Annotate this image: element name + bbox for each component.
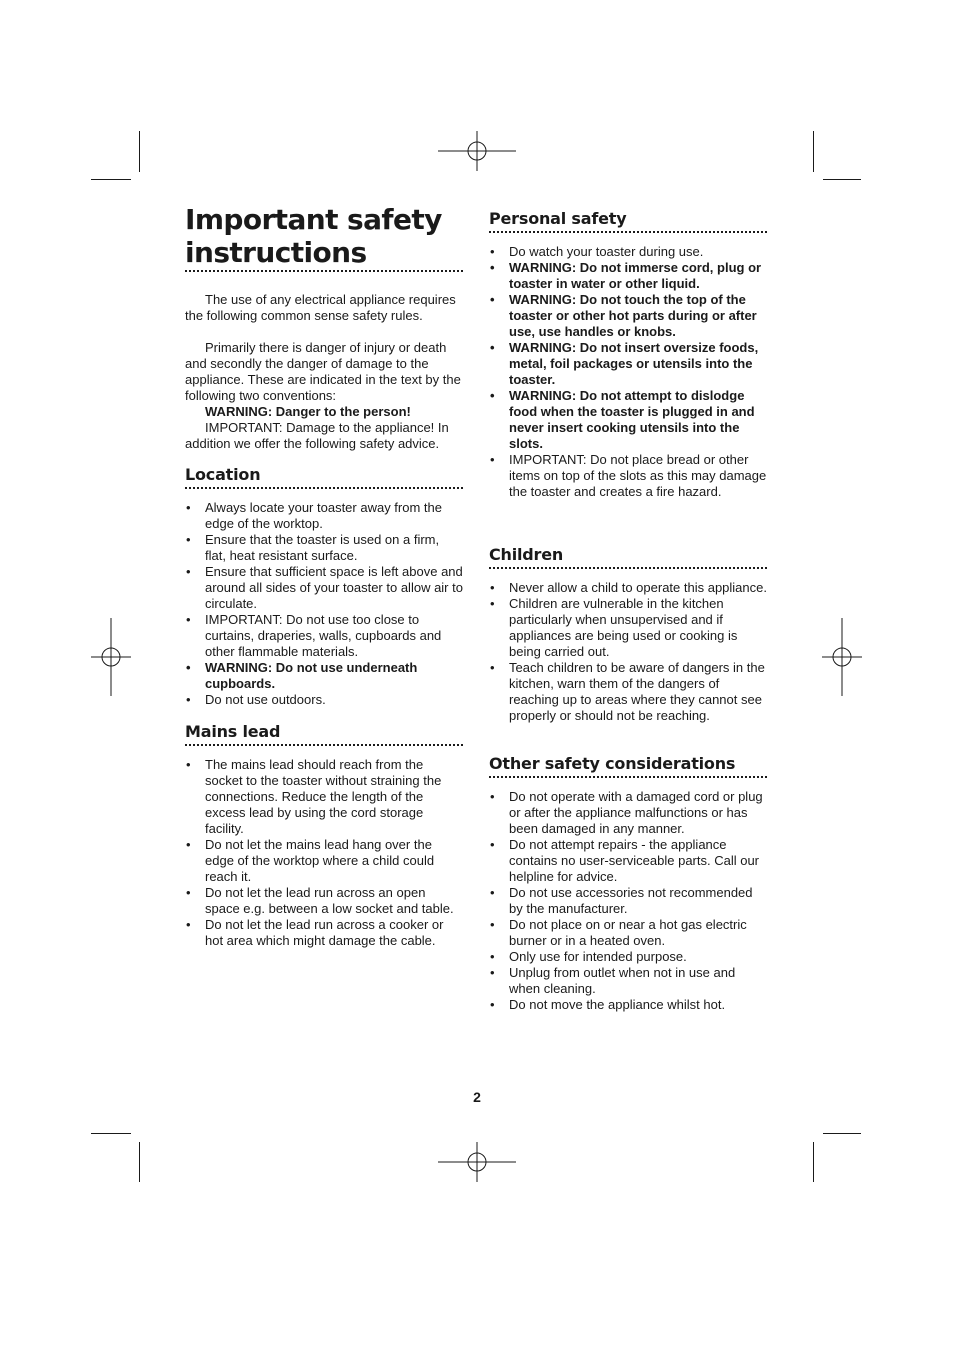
other-safety-heading: Other safety considerations <box>489 754 736 773</box>
crop-mark <box>91 179 131 180</box>
page-number: 2 <box>473 1089 481 1105</box>
list-item: • Do watch your toaster during use. <box>489 244 767 260</box>
children-heading: Children <box>489 545 564 564</box>
registration-mark-icon <box>438 131 516 171</box>
list-item: • WARNING: Do not use underneath cupboards. <box>185 660 463 692</box>
title-divider <box>185 270 463 272</box>
mains-lead-list <box>185 757 463 949</box>
intro-warning: WARNING: Danger to the person! <box>205 404 411 419</box>
registration-mark-icon <box>822 618 862 696</box>
children-list <box>489 580 767 724</box>
list-item: • Do not place on or near a hot gas electric burner or in a heated oven. <box>489 917 767 949</box>
crop-mark <box>823 179 861 180</box>
crop-mark <box>813 131 814 172</box>
list-item: • Never allow a child to operate this appliance. <box>489 580 767 596</box>
personal-safety-heading: Personal safety <box>489 209 627 228</box>
page-title: Important safety instructions <box>185 203 442 269</box>
list-item: • Do not operate with a damaged cord or plug or after the appliance malfunctions or has been damaged in any manner. <box>489 789 767 837</box>
list-item: • Do not let the lead run across an open space e.g. between a low socket and table. <box>185 885 463 917</box>
intro-paragraph: Primarily there is danger of injury or death and secondly the danger of damage to the appliance. These are indicated in the text by the following two conventions: <box>185 340 461 403</box>
section-divider <box>489 567 767 569</box>
list-item: • Children are vulnerable in the kitchen particularly when unsupervised and if appliances are being used or cooking is being carried out. <box>489 596 767 660</box>
section-divider <box>185 744 463 746</box>
other-safety-list <box>489 789 767 1013</box>
section-divider <box>185 487 463 489</box>
intro-paragraph: IMPORTANT: Damage to the appliance! In addition we offer the following safety advice. <box>185 420 449 451</box>
crop-mark <box>813 1142 814 1182</box>
list-item: • Do not use accessories not recommended by the manufacturer. <box>489 885 767 917</box>
section-divider <box>489 231 767 233</box>
mains-lead-heading: Mains lead <box>185 722 281 741</box>
crop-mark <box>823 1133 861 1134</box>
crop-mark <box>139 131 140 172</box>
list-item: • WARNING: Do not attempt to dislodge food when the toaster is plugged in and never insert cooking utensils into the slots. <box>489 388 767 452</box>
list-item: • Do not move the appliance whilst hot. <box>489 997 767 1013</box>
list-item: • WARNING: Do not insert oversize foods, metal, foil packages or utensils into the toaster. <box>489 340 767 388</box>
list-item: • IMPORTANT: Do not place bread or other items on top of the slots as this may damage the toaster and creates a fire hazard. <box>489 452 767 500</box>
list-item: • Ensure that the toaster is used on a firm, flat, heat resistant surface. <box>185 532 463 564</box>
registration-mark-icon <box>438 1142 516 1182</box>
registration-mark-icon <box>91 618 131 696</box>
personal-safety-list <box>489 244 767 500</box>
section-divider <box>489 776 767 778</box>
intro-paragraph: The use of any electrical appliance requires the following common sense safety rules. <box>185 292 456 323</box>
list-item: • Do not let the lead run across a cooker or hot area which might damage the cable. <box>185 917 463 949</box>
list-item: • Only use for intended purpose. <box>489 949 767 965</box>
crop-mark <box>91 1133 131 1134</box>
list-item: • Always locate your toaster away from the edge of the worktop. <box>185 500 463 532</box>
list-item: • WARNING: Do not touch the top of the toaster or other hot parts during or after use, use handles or knobs. <box>489 292 767 340</box>
list-item: • Do not attempt repairs - the appliance contains no user-serviceable parts. Call our helpline for advice. <box>489 837 767 885</box>
list-item: • Teach children to be aware of dangers in the kitchen, warn them of the dangers of reaching up to areas where they cannot see properly or should not be reaching. <box>489 660 767 724</box>
crop-mark <box>139 1142 140 1182</box>
list-item: • Ensure that sufficient space is left above and around all sides of your toaster to allow air to circulate. <box>185 564 463 612</box>
location-list <box>185 500 463 708</box>
list-item: • IMPORTANT: Do not use too close to curtains, draperies, walls, cupboards and other flammable materials. <box>185 612 463 660</box>
location-heading: Location <box>185 465 261 484</box>
list-item: • Do not let the mains lead hang over the edge of the worktop where a child could reach it. <box>185 837 463 885</box>
list-item: • The mains lead should reach from the socket to the toaster without straining the connections. Reduce the length of the excess lead by using the cord storage facility. <box>185 757 463 837</box>
list-item: • WARNING: Do not immerse cord, plug or toaster in water or other liquid. <box>489 260 767 292</box>
list-item: • Unplug from outlet when not in use and when cleaning. <box>489 965 767 997</box>
list-item: • Do not use outdoors. <box>185 692 463 708</box>
